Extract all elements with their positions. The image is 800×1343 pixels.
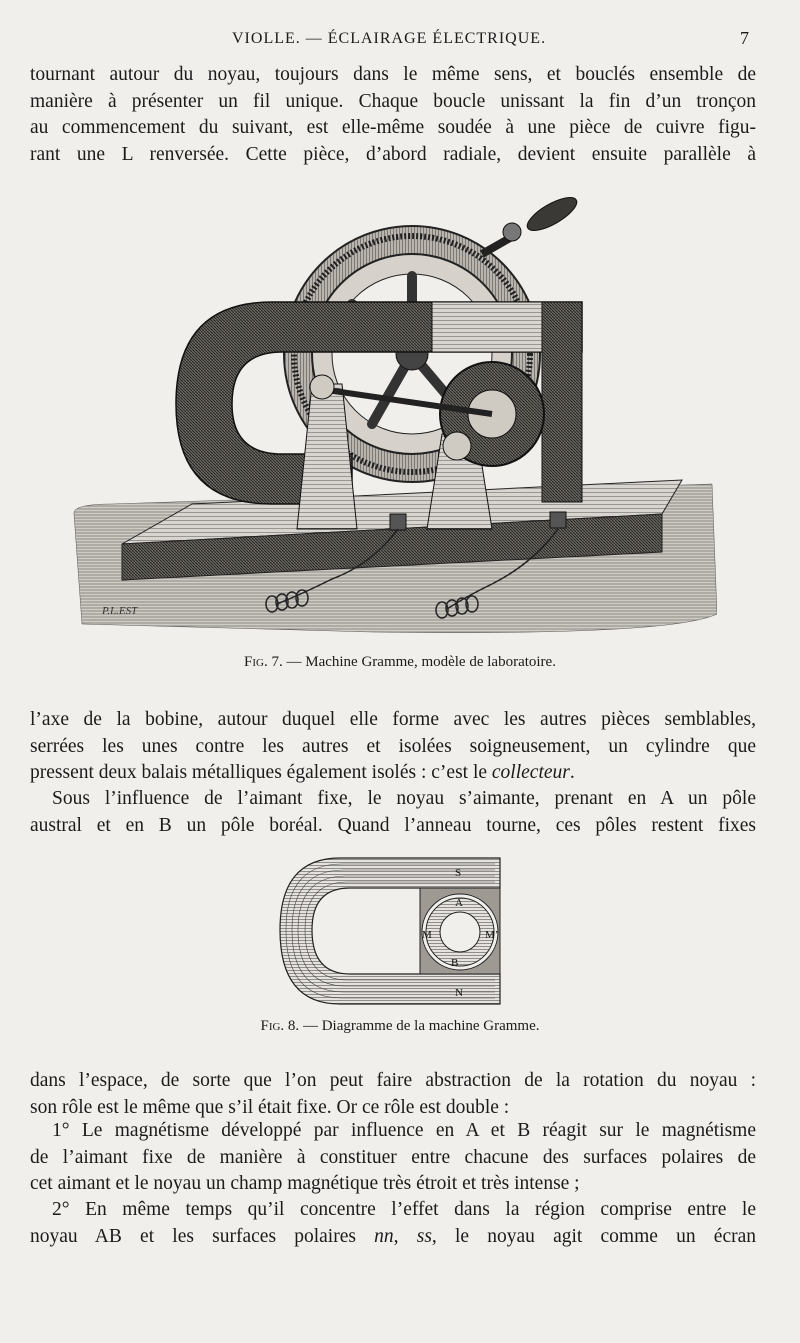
top-paragraph	[30, 62, 756, 168]
figure-8-diagram	[270, 852, 515, 1012]
term-nn: nn	[374, 1225, 394, 1247]
text-line: cet aimant et le noyau un champ magnétique très étroit et très intense ;	[30, 1173, 580, 1194]
running-title: VIOLLE. — ÉCLAIRAGE ÉLECTRIQUE.	[232, 30, 547, 47]
caption-text: — Diagramme de la machine Gramme.	[302, 1018, 540, 1034]
term-ss: ss	[416, 1225, 432, 1247]
caption-label: Fig. 8.	[260, 1018, 300, 1034]
text-line: serrées les unes contre les autres et isolées soigneusement, un cylindre que	[30, 735, 756, 757]
text-line: manière à présenter un fil unique. Chaque boucle unissant la fin d’un tronçon	[30, 90, 756, 112]
figure-8-caption	[0, 1018, 800, 1035]
label-n: N	[455, 987, 463, 999]
bottom-paragraph	[30, 1068, 756, 1121]
point-2	[30, 1197, 756, 1250]
figure-7-engraving	[72, 184, 717, 636]
label-b: B	[451, 957, 459, 969]
term-collecteur: collecteur	[491, 762, 570, 783]
text-line: son rôle est le même que s’il était fixe. Or ce rôle est double :	[30, 1096, 510, 1118]
text-line: rant une L renversée. Cette pièce, d’abord radiale, devient ensuite parallèle à	[30, 143, 756, 165]
text-line: de l’aimant fixe de manière à constituer entre chacune des surfaces polaires de	[30, 1146, 756, 1168]
point-1	[30, 1118, 756, 1198]
label-a: A	[455, 897, 463, 909]
caption-label: Fig. 7.	[244, 654, 283, 670]
text-line: pressent deux balais métalliques également isolés : c’est le collecteur.	[30, 762, 575, 783]
engraver-signature: P.L.EST	[102, 605, 138, 617]
text-line: au commencement du suivant, est elle-même soudée à une pièce de cuivre figu-	[30, 117, 756, 138]
label-s: S	[455, 867, 462, 879]
caption-text: — Machine Gramme, modèle de laboratoire.	[286, 654, 556, 670]
label-m: M	[422, 929, 432, 941]
page-number: 7	[740, 28, 749, 48]
text-line: noyau AB et les surfaces polaires nn, ss, le noyau agit comme un écran	[30, 1225, 757, 1247]
text-line: austral et en B un pôle boréal. Quand l’anneau tourne, ces pôles restent fixes	[30, 814, 756, 836]
second-paragraph	[30, 786, 756, 839]
text-line: 1° Le magnétisme développé par influence en A et B réagit sur le magnétisme	[52, 1120, 756, 1141]
running-header	[0, 30, 800, 54]
label-m-prime: M’	[485, 929, 499, 941]
text-line: Sous l’influence de l’aimant fixe, le noyau s’aimante, prenant en A un pôle	[52, 788, 756, 809]
middle-paragraph	[30, 707, 756, 787]
text-line: l’axe de la bobine, autour duquel elle forme avec les autres pièces semblables,	[30, 709, 756, 730]
figure-7-caption	[0, 654, 800, 671]
text-line: tournant autour du noyau, toujours dans le même sens, et bouclés ensemble de	[30, 64, 756, 85]
text-line: dans l’espace, de sorte que l’on peut faire abstraction de la rotation du noyau :	[30, 1070, 756, 1091]
text-line: 2° En même temps qu’il concentre l’effet dans la région comprise entre le	[52, 1199, 756, 1220]
